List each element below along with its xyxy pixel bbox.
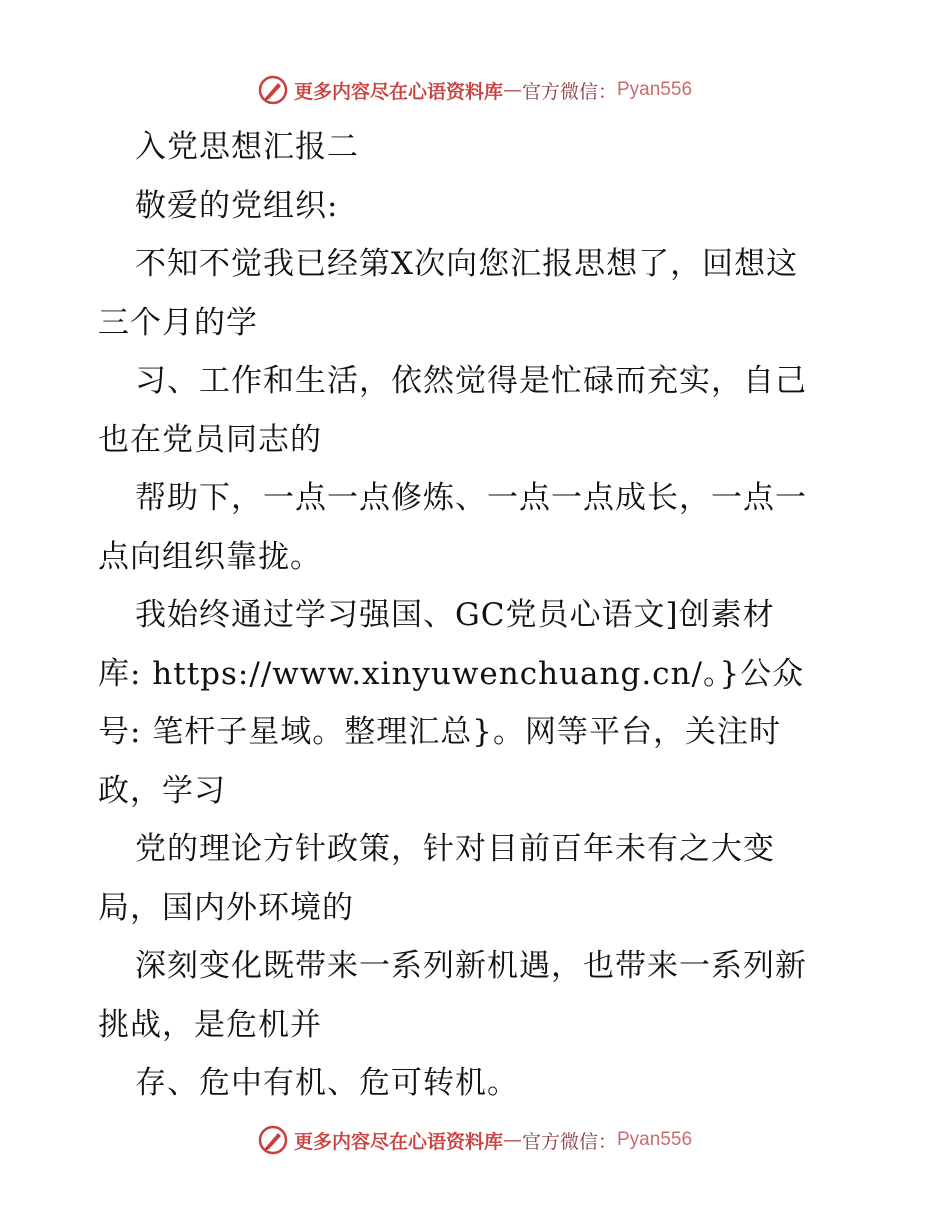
document-line: 号: 笔杆子星域。整理汇总}。网等平台，关注时 <box>98 714 782 750</box>
document-line: 党的理论方针政策，针对目前百年未有之大变 <box>135 831 775 867</box>
document-line: 点向组织靠拢。 <box>98 538 322 575</box>
document-body <box>98 118 858 1113</box>
pen-logo-icon <box>258 1125 288 1155</box>
watermark-wechat-id: Pyan556 <box>617 1129 693 1150</box>
document-line: 也在党员同志的 <box>98 421 322 458</box>
document-line: 库: https://www.xinyuwenchuang.cn/。}公众 <box>98 655 805 692</box>
document-line: 存、危中有机、危可转机。 <box>135 1065 519 1101</box>
document-line: 习、工作和生活，依然觉得是忙碌而充实，自己 <box>135 363 807 399</box>
watermark-label: 官方微信： <box>521 80 617 103</box>
watermark-dash: — <box>502 1129 522 1151</box>
watermark-brand: 更多内容尽在心语资料库 <box>293 80 503 103</box>
document-line: 挑战，是危机并 <box>98 1006 322 1043</box>
document-line: 我始终通过学习强国、GC党员心语文]创素材 <box>135 597 775 633</box>
document-line: 三个月的学 <box>98 304 258 341</box>
pen-logo-icon <box>258 75 288 105</box>
header-watermark <box>0 70 950 110</box>
document-line: 深刻变化既带来一系列新机遇，也带来一系列新 <box>135 948 807 984</box>
document-line: 敬爱的党组织: <box>135 187 339 224</box>
watermark-wechat-id: Pyan556 <box>617 79 693 100</box>
watermark-dash: — <box>502 79 522 101</box>
document-line: 局，国内外环境的 <box>98 889 354 926</box>
watermark-label: 官方微信： <box>521 1130 617 1153</box>
document-line: 不知不觉我已经第X次向您汇报思想了，回想这 <box>135 246 799 282</box>
watermark-brand: 更多内容尽在心语资料库 <box>293 1130 503 1153</box>
document-line: 帮助下，一点一点修炼、一点一点成长，一点一 <box>135 480 807 516</box>
document-line: 政，学习 <box>98 772 226 809</box>
document-line: 入党思想汇报二 <box>135 129 359 165</box>
footer-watermark <box>0 1120 950 1160</box>
